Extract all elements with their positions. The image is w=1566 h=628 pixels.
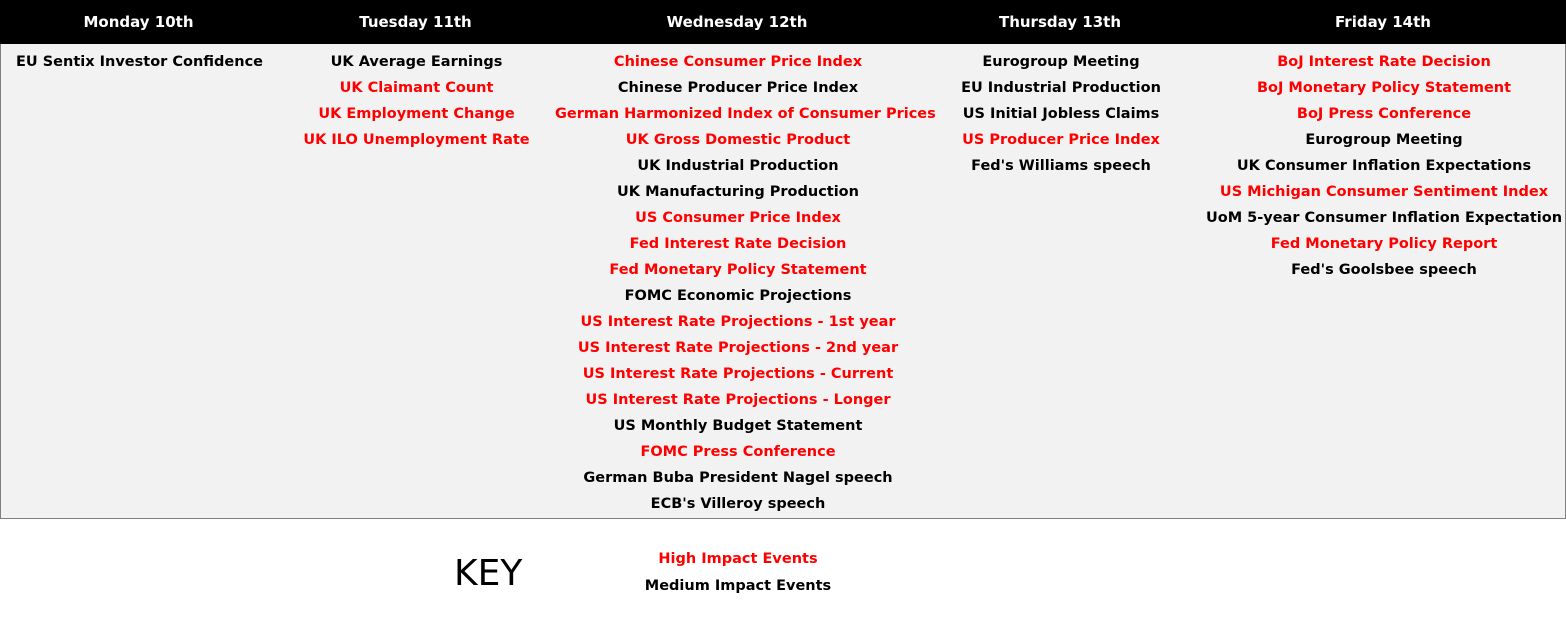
calendar-event: BoJ Interest Rate Decision xyxy=(1277,54,1491,70)
calendar-event: US Interest Rate Projections - 1st year xyxy=(580,314,896,330)
day-column-wednesday xyxy=(555,52,936,520)
calendar-event: US Interest Rate Projections - Longer xyxy=(585,392,891,408)
key-legend xyxy=(578,549,898,603)
day-header-monday: Monday 10th xyxy=(83,13,194,31)
calendar-event: UK Claimant Count xyxy=(339,80,494,96)
calendar-event: Fed Monetary Policy Report xyxy=(1270,236,1498,252)
key-title: KEY xyxy=(454,553,523,594)
day-header-tuesday: Tuesday 11th xyxy=(359,13,472,31)
calendar-event: Chinese Consumer Price Index xyxy=(613,54,863,70)
calendar-event: EU Industrial Production xyxy=(961,80,1161,96)
calendar-event: US Interest Rate Projections - 2nd year xyxy=(577,340,899,356)
day-column-monday xyxy=(1,52,278,78)
calendar-event: UK ILO Unemployment Rate xyxy=(303,132,530,148)
calendar-event: Fed's Goolsbee speech xyxy=(1291,262,1477,278)
calendar-event: ECB's Villeroy speech xyxy=(650,496,826,512)
calendar-event: Fed's Williams speech xyxy=(971,158,1151,174)
calendar-event: UK Manufacturing Production xyxy=(617,184,859,200)
day-header-wednesday: Wednesday 12th xyxy=(666,13,808,31)
calendar-event: UK Average Earnings xyxy=(330,54,503,70)
calendar-body xyxy=(0,44,1566,519)
calendar-event: BoJ Press Conference xyxy=(1296,106,1472,122)
calendar-event: US Michigan Consumer Sentiment Index xyxy=(1219,184,1549,200)
calendar-event: UK Gross Domestic Product xyxy=(625,132,851,148)
calendar-event: Eurogroup Meeting xyxy=(982,54,1140,70)
calendar-event: BoJ Monetary Policy Statement xyxy=(1256,80,1512,96)
calendar-event: US Producer Price Index xyxy=(962,132,1160,148)
day-header-friday: Friday 14th xyxy=(1335,13,1431,31)
calendar-event: UoM 5-year Consumer Inflation Expectation xyxy=(1205,210,1563,226)
key-high-impact: High Impact Events xyxy=(658,551,818,567)
calendar-event: FOMC Press Conference xyxy=(640,444,836,460)
day-column-tuesday xyxy=(278,52,555,156)
calendar-event: US Consumer Price Index xyxy=(635,210,841,226)
day-header-thursday: Thursday 13th xyxy=(998,13,1122,31)
calendar-event: Chinese Producer Price Index xyxy=(617,80,859,96)
day-column-thursday xyxy=(921,52,1201,182)
calendar-event: German Harmonized Index of Consumer Prices xyxy=(555,106,936,122)
calendar-event: US Interest Rate Projections - Current xyxy=(582,366,894,382)
calendar-event: Eurogroup Meeting xyxy=(1305,132,1463,148)
calendar-event: FOMC Economic Projections xyxy=(624,288,852,304)
calendar-event: UK Industrial Production xyxy=(637,158,839,174)
calendar-event: Fed Monetary Policy Statement xyxy=(609,262,867,278)
calendar-event: German Buba President Nagel speech xyxy=(583,470,893,486)
key-medium-impact: Medium Impact Events xyxy=(644,578,832,594)
calendar-event: UK Employment Change xyxy=(318,106,515,122)
calendar-header xyxy=(0,0,1566,44)
calendar-event: EU Sentix Investor Confidence xyxy=(16,54,263,70)
calendar-event: US Initial Jobless Claims xyxy=(962,106,1160,122)
calendar-event: US Monthly Budget Statement xyxy=(613,418,863,434)
calendar-event: Fed Interest Rate Decision xyxy=(629,236,847,252)
day-column-friday xyxy=(1201,52,1566,286)
calendar-event: UK Consumer Inflation Expectations xyxy=(1236,158,1532,174)
